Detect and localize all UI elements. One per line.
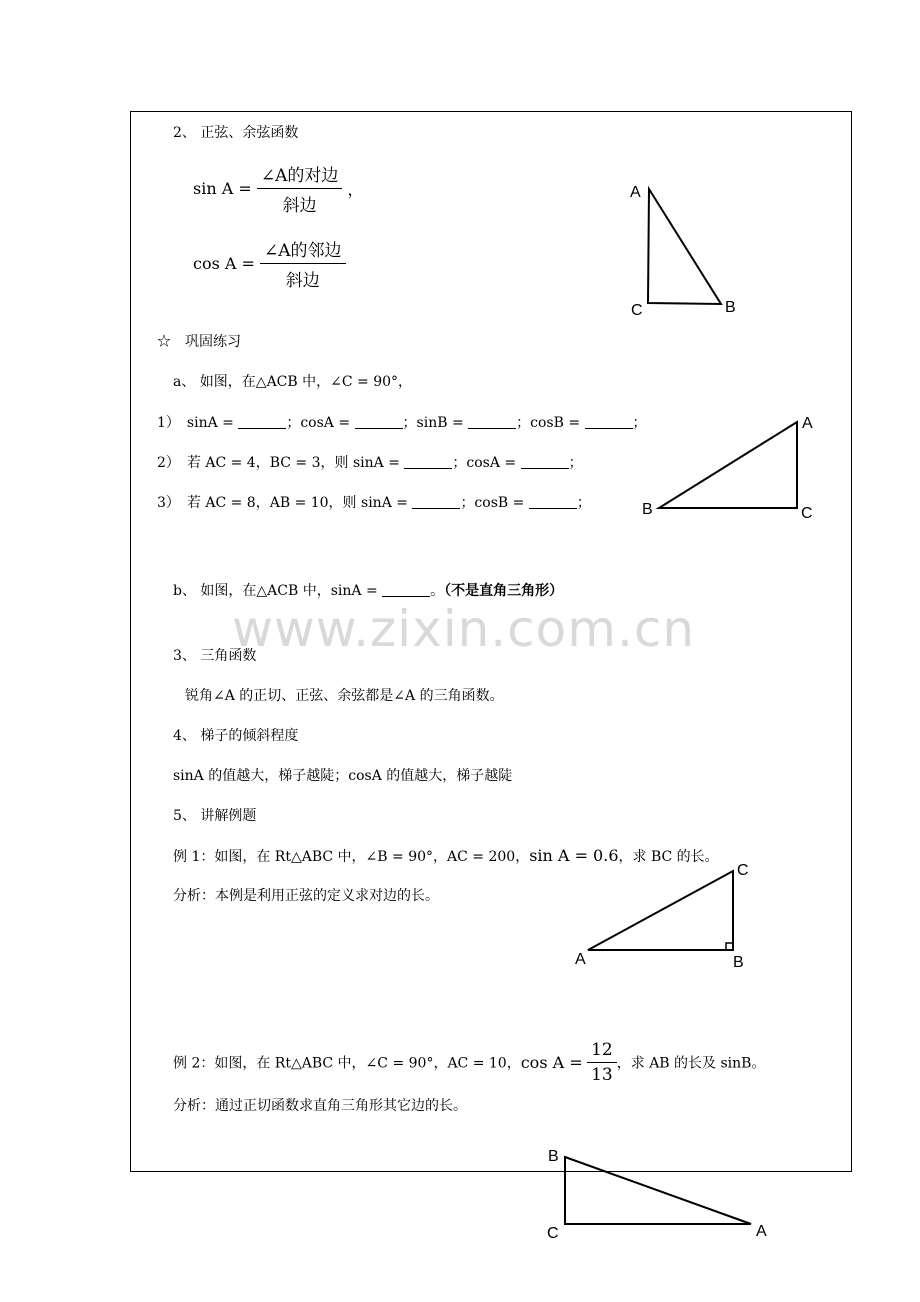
example-2-analysis: 分析：通过正切函数求直角三角形其它边的长。 [173, 1098, 467, 1114]
b-prefix: b、 如图，在△ACB 中，sinA = [173, 583, 378, 599]
fig2-label-b: B [642, 501, 653, 518]
section-5-heading: 5、 讲解例题 [173, 808, 257, 824]
watermark: www.zixin.com.cn [232, 600, 696, 658]
section-4-body: sinA 的值越大，梯子越陡；cosA 的值越大，梯子越陡 [173, 768, 513, 784]
sin-denominator: 斜边 [282, 196, 317, 216]
q1-sinA-blank[interactable] [238, 414, 286, 429]
q2-prefix: 2） 若 AC = 4，BC = 3，则 sinA = [157, 455, 400, 471]
q2-sinA-blank[interactable] [404, 454, 452, 469]
b-note: （不是直角三角形） [444, 583, 564, 599]
practice-a-intro: a、 如图，在△ACB 中，∠C = 90°， [173, 374, 413, 390]
ex1-suffix: ，求 BC 的长。 [618, 849, 719, 865]
cos-denominator: 斜边 [285, 271, 320, 291]
fig4-label-c: C [547, 1225, 559, 1242]
section-3-body: 锐角∠A 的正切、正弦、余弦都是∠A 的三角函数。 [185, 688, 504, 704]
fig4-label-a: A [756, 1223, 767, 1240]
q1-prefix: 1） sinA = [157, 415, 234, 431]
q3-sinA-blank[interactable] [412, 494, 460, 509]
question-1 [157, 414, 647, 432]
ex1-math: sin A = 0.6 [529, 846, 619, 865]
ex1-prefix: 例 1：如图，在 Rt△ABC 中，∠B = 90°，AC = 200， [173, 849, 530, 865]
question-2 [157, 454, 583, 472]
example-1 [173, 847, 719, 866]
q1-cosA-blank[interactable] [355, 414, 403, 429]
q3-cosB-blank[interactable] [529, 494, 577, 509]
q2-cosA-blank[interactable] [521, 454, 569, 469]
q1-cosB-blank[interactable] [585, 414, 633, 429]
fig4-label-b: B [548, 1148, 559, 1165]
fig1-label-a: A [630, 184, 641, 201]
q3-prefix: 3） 若 AC = 8，AB = 10，则 sinA = [157, 495, 408, 511]
section-4-heading: 4、 梯子的倾斜程度 [173, 728, 299, 744]
q2-cosA-label: ；cosA = [452, 455, 517, 471]
sin-fraction [257, 161, 343, 216]
q3-end: ； [576, 495, 591, 511]
ex2-denominator: 13 [591, 1065, 613, 1085]
cos-formula [193, 236, 346, 291]
fig3-label-a: A [575, 951, 586, 968]
b-sinA-blank[interactable] [382, 582, 430, 597]
fig1-label-b: B [725, 299, 736, 316]
q1-sinB-label: ；sinB = [402, 415, 464, 431]
practice-b [173, 582, 563, 600]
sin-formula [193, 161, 364, 216]
ex2-fraction [587, 1040, 617, 1085]
fig3-label-c: C [737, 862, 749, 879]
section-2-heading: 2、 正弦、余弦函数 [173, 125, 299, 141]
q2-end: ； [568, 455, 583, 471]
q1-sinB-blank[interactable] [468, 414, 516, 429]
ex2-lhs: cos A = [520, 1053, 583, 1072]
cos-fraction [260, 236, 346, 291]
cos-lhs: cos A = [193, 254, 255, 273]
ex2-suffix: ，求 AB 的长及 sinB。 [616, 1055, 766, 1072]
practice-heading: ☆ 巩固练习 [157, 334, 241, 350]
example-1-analysis: 分析：本例是利用正弦的定义求对边的长。 [173, 888, 439, 904]
fig1-label-c: C [631, 302, 643, 319]
fig2-label-a: A [802, 415, 813, 432]
q1-cosA-label: ；cosA = [286, 415, 351, 431]
q1-cosB-label: ；cosB = [516, 415, 581, 431]
example-2 [173, 1040, 765, 1085]
cos-numerator: ∠A的邻边 [260, 236, 346, 264]
sin-numerator: ∠A的对边 [257, 161, 343, 189]
b-mid: 。 [430, 583, 445, 599]
question-3 [157, 494, 591, 512]
fig3-label-b: B [733, 954, 744, 971]
fig2-label-c: C [801, 505, 813, 522]
ex2-numerator: 12 [587, 1040, 617, 1063]
ex2-prefix: 例 2：如图，在 Rt△ABC 中，∠C = 90°，AC = 10， [173, 1055, 521, 1072]
sin-lhs: sin A = [193, 179, 252, 198]
q1-end: ； [632, 415, 647, 431]
q3-cosB-label: ；cosB = [460, 495, 525, 511]
sin-tail: ， [347, 180, 364, 199]
section-3-heading: 3、 三角函数 [173, 648, 257, 664]
